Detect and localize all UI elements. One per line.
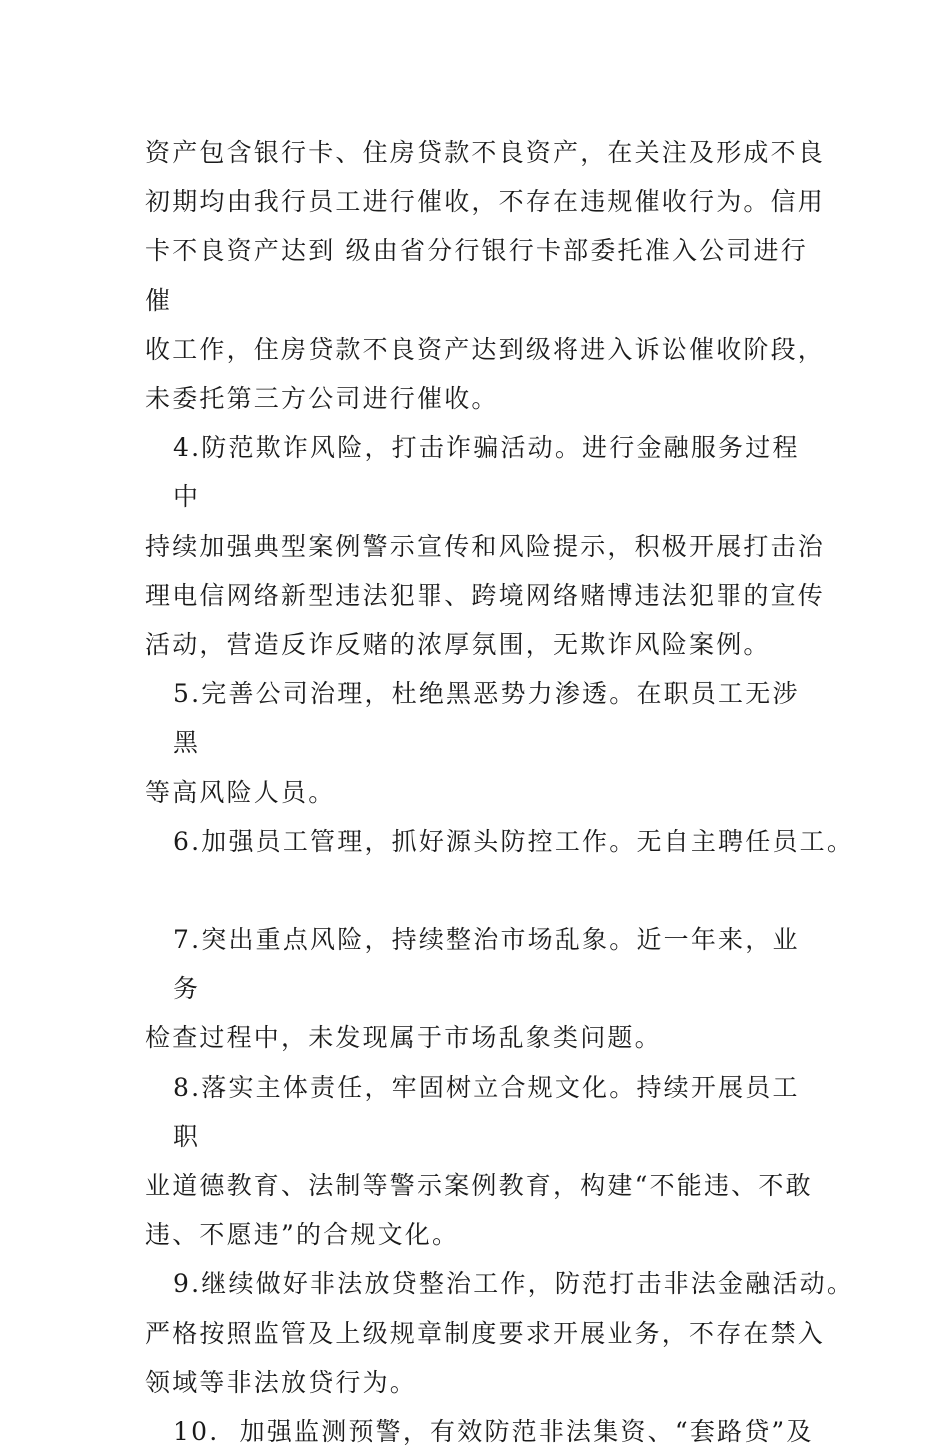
text-line: 卡不良资产达到 级由省分行银行卡部委托准入公司进行催	[145, 236, 808, 315]
text-line: 理电信网络新型违法犯罪、跨境网络赌博违法犯罪的宣传	[145, 580, 826, 610]
paragraph-item-8	[145, 1063, 825, 1260]
paragraph-item-7	[145, 915, 825, 1063]
paragraph-item-5	[145, 669, 825, 817]
text-line: 违、不愿违”的合规文化。	[145, 1220, 460, 1250]
blank-line	[145, 866, 825, 915]
text-line: 7.突出重点风险，持续整治市场乱象。近一年来，业务	[173, 925, 800, 1004]
paragraph-item-6	[145, 817, 855, 866]
document-body	[145, 128, 855, 1456]
text-line: 领域等非法放贷行为。	[145, 1367, 418, 1397]
text-line: 4.防范欺诈风险，打击诈骗活动。进行金融服务过程中	[173, 433, 800, 512]
text-line: 检查过程中，未发现属于市场乱象类问题。	[145, 1023, 662, 1053]
paragraph-item-9	[145, 1259, 855, 1407]
text-line: 严格按照监管及上级规章制度要求开展业务，不存在禁入	[145, 1318, 826, 1348]
text-line: 资产包含银行卡、住房贷款不良资产，在关注及形成不良	[145, 138, 826, 167]
text-line: 9.继续做好非法放贷整治工作，防范打击非法金融活动。	[173, 1269, 855, 1299]
text-line: 收工作，住房贷款不良资产达到级将进入诉讼催收阶段，	[145, 334, 826, 364]
paragraph-item-4	[145, 423, 825, 669]
text-line: 活动，营造反诈反赌的浓厚氛围，无欺诈风险案例。	[145, 630, 771, 660]
text-line: 业道德教育、法制等警示案例教育，构建“不能违、不敢	[145, 1171, 813, 1201]
text-line: 等高风险人员。	[145, 777, 336, 807]
text-line: 8.落实主体责任，牢固树立合规文化。持续开展员工职	[173, 1072, 800, 1151]
text-line: 持续加强典型案例警示宣传和风险提示，积极开展打击治	[145, 531, 826, 561]
paragraph-collection-practices	[145, 128, 825, 423]
text-line: 未委托第三方公司进行催收。	[145, 384, 499, 414]
text-line: 10. 加强监测预警，有效防范非法集资、“套路贷”及	[173, 1417, 814, 1447]
text-line: 初期均由我行员工进行催收，不存在违规催收行为。信用	[145, 187, 826, 217]
text-line: 6.加强员工管理，抓好源头防控工作。无自主聘任员工。	[173, 826, 855, 856]
text-line: 5.完善公司治理，杜绝黑恶势力渗透。在职员工无涉黑	[173, 679, 800, 758]
paragraph-item-10	[145, 1407, 825, 1456]
